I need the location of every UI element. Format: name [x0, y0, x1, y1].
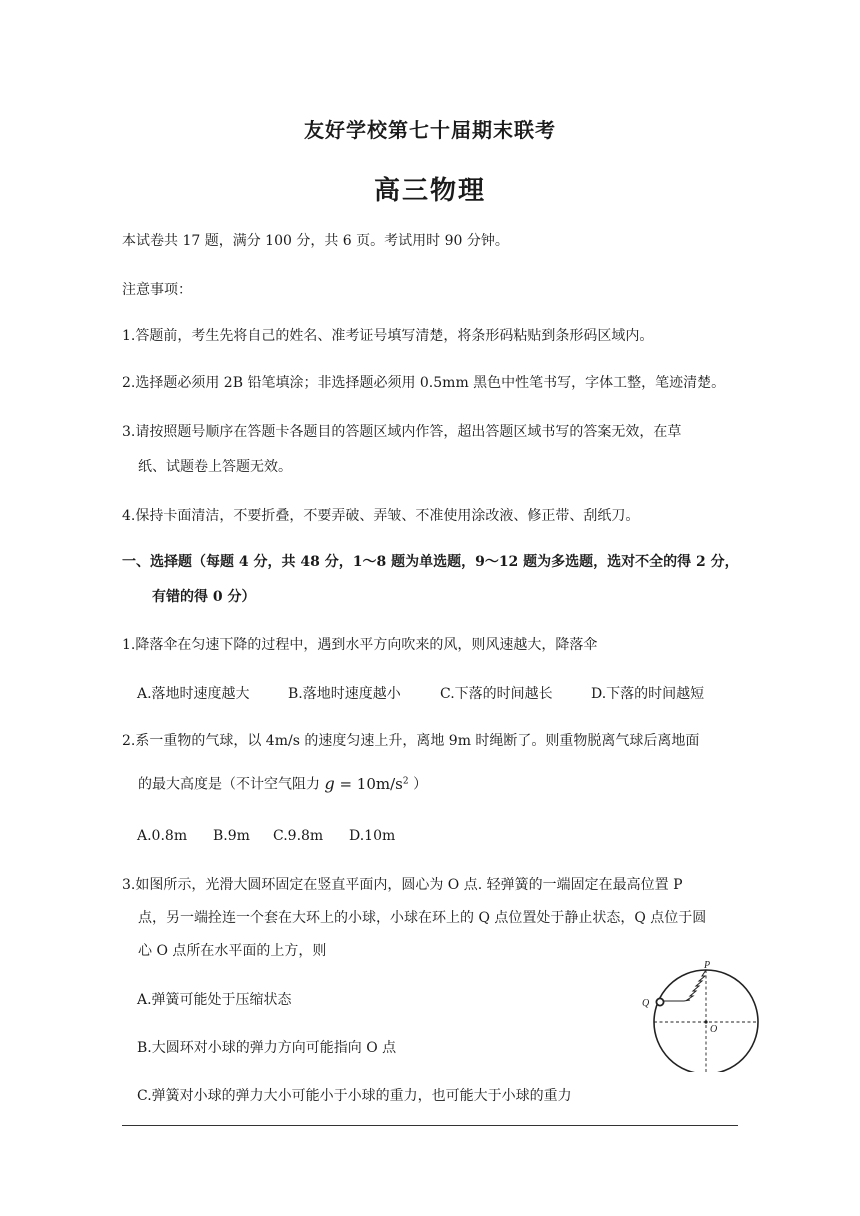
option-b: B.9m: [213, 828, 250, 844]
page-divider: [122, 1125, 738, 1126]
ring-spring-figure: [640, 960, 764, 1072]
label-o: O: [710, 1024, 718, 1035]
label-p: P: [704, 960, 711, 971]
option-c: C.弹簧对小球的弹力大小可能小于小球的重力，也可能大于小球的重力: [137, 1088, 572, 1104]
gravity-exponent: 2: [402, 776, 409, 786]
option-a: A.落地时速度越大: [137, 686, 250, 702]
note-item: 2.选择题必须用 2B 铅笔填涂；非选择题必须用 0.5mm 黑色中性笔书写，字体工整，笔迹清楚。: [122, 375, 726, 391]
question-stem-continuation: [138, 771, 427, 795]
gravity-formula: [324, 773, 413, 793]
note-item: 4.保持卡面清洁，不要折叠，不要弄破、弄皱、不准使用涂改液、修正带、刮纸刀。: [122, 508, 640, 524]
section-heading-continuation: 有错的得 0 分）: [152, 589, 256, 605]
center-point: [704, 1020, 707, 1023]
question-stem: 2.系一重物的气球，以 4m/s 的速度匀速上升，离地 9m 时绳断了。则重物脱离气球后离地面: [122, 733, 700, 749]
exam-title: 友好学校第七十届期末联考: [304, 118, 556, 142]
question-stem-continuation: 点，另一端拴连一个套在大环上的小球，小球在环上的 Q 点位置处于静止状态，Q 点位于圆: [138, 910, 707, 926]
question-stem: 3.如图所示，光滑大圆环固定在竖直平面内，圆心为 O 点. 轻弹簧的一端固定在最高位置 P: [122, 877, 683, 893]
label-q: Q: [642, 998, 650, 1009]
option-b: B.大圆环对小球的弹力方向可能指向 O 点: [137, 1040, 397, 1056]
question-stem: 1.降落伞在匀速下降的过程中，遇到水平方向吹来的风，则风速越大，降落伞: [122, 637, 598, 653]
question-stem-continuation: 心 O 点所在水平面的上方，则: [138, 943, 327, 959]
option-a: A.弹簧可能处于压缩状态: [137, 992, 292, 1008]
gravity-symbol: g: [324, 773, 335, 793]
option-c: C.9.8m: [273, 828, 324, 844]
stem-text: ）: [413, 776, 428, 793]
option-a: A.0.8m: [137, 828, 188, 844]
gravity-value: = 10m/s: [334, 774, 403, 793]
option-c: C.下落的时间越长: [440, 686, 553, 702]
option-b: B.落地时速度越小: [288, 686, 401, 702]
exam-intro: 本试卷共 17 题，满分 100 分，共 6 页。考试用时 90 分钟。: [122, 233, 509, 249]
notes-heading: 注意事项：: [122, 282, 192, 298]
option-d: D.下落的时间越短: [591, 686, 705, 702]
small-ball: [656, 998, 663, 1005]
note-item-continuation: 纸、试题卷上答题无效。: [138, 459, 292, 475]
note-item: 3.请按照题号顺序在答题卡各题目的答题区域内作答，超出答题区域书写的答案无效，在草: [122, 424, 682, 440]
stem-text: 的最大高度是（不计空气阻力: [138, 776, 320, 793]
subject-title: 高三物理: [373, 176, 486, 206]
section-heading: 一、选择题（每题 4 分，共 48 分，1～8 题为单选题，9～12 题为多选题，选对不全的得 2 分，: [122, 554, 739, 570]
note-item: 1.答题前，考生先将自己的姓名、准考证号填写清楚，将条形码粘贴到条形码区域内。: [122, 328, 654, 344]
option-d: D.10m: [349, 828, 396, 844]
